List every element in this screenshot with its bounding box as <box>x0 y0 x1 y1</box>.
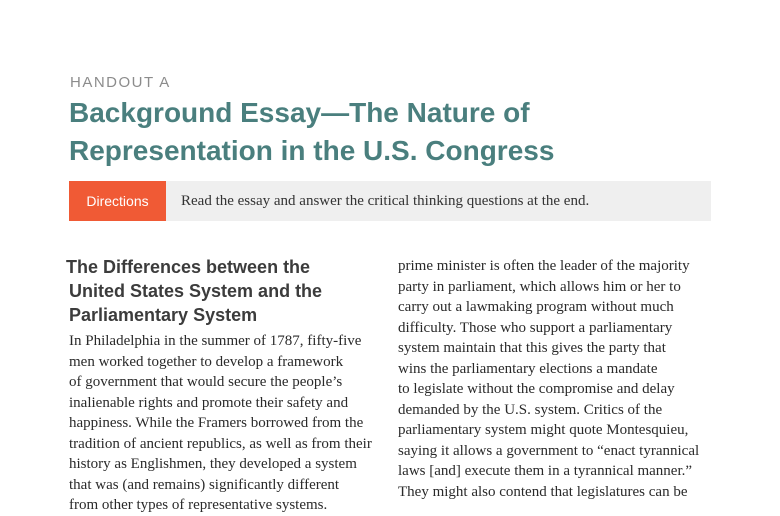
text-line: tradition of ancient republics, as well as from their <box>69 435 372 452</box>
text-line: inalienable rights and promote their safety and <box>69 394 349 411</box>
directions-text: Read the essay and answer the critical thinking questions at the end. <box>181 193 590 209</box>
text-line: demanded by the U.S. system. Critics of the <box>398 401 663 418</box>
text-line: They might also contend that legislatures can be <box>398 483 688 500</box>
left-column-text <box>69 331 372 516</box>
handout-label: HANDOUT A <box>70 74 171 91</box>
heading-line: United States System and the <box>69 281 323 301</box>
text-line: saying it allows a government to “enact tyrannical <box>398 442 700 459</box>
text-line: difficulty. Those who support a parliamentary <box>398 319 673 336</box>
section-heading <box>66 255 366 327</box>
right-column-text <box>398 256 699 502</box>
directions-bar <box>69 181 711 221</box>
text-line: system maintain that this gives the party that <box>398 340 666 356</box>
text-line: men worked together to develop a framework <box>69 353 344 370</box>
title-line: Representation in the U.S. Congress <box>69 135 555 166</box>
text-line: of government that would secure the people’s <box>69 374 343 390</box>
page-title <box>69 94 729 170</box>
text-line: from other types of representative systems. <box>69 497 328 513</box>
text-line: parliamentary system might quote Montesquieu, <box>398 422 689 438</box>
text-line: laws [and] execute them in a tyrannical manner.” <box>398 463 693 479</box>
text-line: that was (and remains) significantly different <box>69 476 340 493</box>
text-line: prime minister is often the leader of the majority <box>398 258 690 274</box>
text-line: wins the parliamentary elections a mandate <box>398 360 658 377</box>
title-line: Background Essay—The Nature of <box>69 97 530 128</box>
text-line: party in parliament, which allows him or her to <box>398 278 681 295</box>
heading-line: The Differences between the <box>66 257 311 277</box>
text-line: to legislate without the compromise and delay <box>398 381 675 397</box>
heading-line: Parliamentary System <box>69 305 258 325</box>
text-line: carry out a lawmaking program without much <box>398 299 674 315</box>
text-line: happiness. While the Framers borrowed from the <box>69 415 364 431</box>
text-line: In Philadelphia in the summer of 1787, fifty-five <box>69 333 362 349</box>
text-line: history as Englishmen, they developed a system <box>69 456 357 472</box>
directions-badge: Directions <box>69 181 166 221</box>
